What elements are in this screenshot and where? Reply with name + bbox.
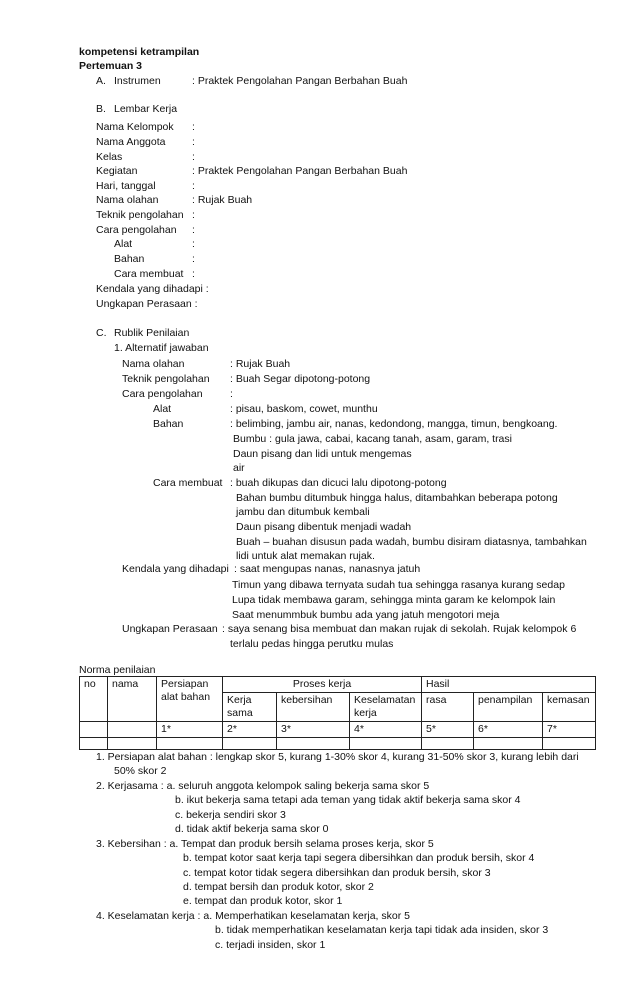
table-cell: 7* bbox=[543, 722, 596, 738]
criteria-line: c. tempat kotor tidak segera dibersihkan dan produk bersih, skor 3 bbox=[183, 867, 491, 879]
section-b-letter: B. bbox=[96, 103, 106, 115]
table-cell bbox=[422, 738, 474, 750]
table-cell bbox=[223, 738, 277, 750]
field-label: Hari, tanggal bbox=[96, 180, 156, 192]
header-text: Keselamatan bbox=[354, 694, 416, 706]
table-header-penampilan: penampilan bbox=[474, 693, 543, 722]
criteria-line: d. tidak aktif bekerja sama skor 0 bbox=[175, 823, 329, 835]
norma-table bbox=[79, 676, 596, 750]
field-value: : bbox=[192, 224, 195, 236]
table-cell bbox=[80, 722, 108, 738]
section-a-value: : Praktek Pengolahan Pangan Berbahan Buah bbox=[192, 75, 408, 87]
ungkapan-line: : saya senang bisa membuat dan makan rujak di sekolah. Rujak kelompok 6 bbox=[222, 623, 577, 635]
kendala-line: Lupa tidak membawa garam, sehingga minta garam ke kelompok lain bbox=[232, 594, 556, 606]
answer-label: Alat bbox=[153, 403, 172, 415]
meeting-title: Pertemuan 3 bbox=[79, 60, 143, 72]
cara-line: Bahan bumbu ditumbuk hingga halus, ditambahkan beberapa potong bbox=[236, 492, 558, 504]
field-value: : bbox=[192, 136, 195, 148]
cara-line: : buah dikupas dan dicuci lalu dipotong-potong bbox=[230, 477, 447, 489]
table-cell: 6* bbox=[474, 722, 543, 738]
field-value: : bbox=[192, 268, 195, 280]
cara-line: Daun pisang dibentuk menjadi wadah bbox=[236, 521, 412, 533]
answer-value: : Rujak Buah bbox=[230, 358, 291, 370]
table-row bbox=[80, 722, 596, 738]
table-header-kerjasama bbox=[223, 693, 277, 722]
ungkapan-label: Ungkapan Perasaan bbox=[122, 623, 218, 635]
answer-label: Cara pengolahan bbox=[122, 388, 203, 400]
table-header-kebersihan: kebersihan bbox=[277, 693, 350, 722]
ungkapan-line: terlalu pedas hingga perutku mulas bbox=[230, 638, 394, 650]
criteria-line: b. ikut bekerja sama tetapi ada teman yang tidak aktif bekerja sama skor 4 bbox=[175, 794, 521, 806]
table-cell: 2* bbox=[223, 722, 277, 738]
norma-title: Norma penilaian bbox=[79, 664, 156, 676]
criteria-line: d. tempat bersih dan produk kotor, skor 2 bbox=[183, 881, 374, 893]
header-text: sama bbox=[227, 707, 253, 719]
header-text: alat bahan bbox=[161, 691, 211, 703]
table-cell bbox=[277, 738, 350, 750]
header-text: Kerja bbox=[227, 694, 252, 706]
criteria-line: 4. Keselamatan kerja : a. Memperhatikan keselamatan kerja, skor 5 bbox=[96, 910, 410, 922]
table-cell: 3* bbox=[277, 722, 350, 738]
field-value: : bbox=[192, 253, 195, 265]
table-cell bbox=[474, 738, 543, 750]
field-value: : bbox=[192, 209, 195, 221]
field-label: Cara membuat bbox=[114, 268, 184, 280]
criteria-line: e. tempat dan produk kotor, skor 1 bbox=[183, 895, 343, 907]
section-c-letter: C. bbox=[96, 327, 107, 339]
section-c-label: Rublik Penilaian bbox=[114, 327, 190, 339]
field-label: Nama Kelompok bbox=[96, 121, 174, 133]
kendala-label: Kendala yang dihadapi bbox=[122, 563, 229, 575]
table-cell bbox=[80, 738, 108, 750]
table-header-keselamatan bbox=[350, 693, 422, 722]
table-cell: 5* bbox=[422, 722, 474, 738]
criteria-line: 1. Persiapan alat bahan : lengkap skor 5, kurang 1-30% skor 4, kurang 31-50% skor 3, kurang lebih dari bbox=[96, 751, 579, 763]
answer-label: Teknik pengolahan bbox=[122, 373, 210, 385]
bahan-line: Daun pisang dan lidi untuk mengemas bbox=[233, 448, 412, 460]
table-cell bbox=[108, 738, 157, 750]
field-label: Kelas bbox=[96, 151, 123, 163]
table-cell bbox=[108, 722, 157, 738]
answer-label: Nama olahan bbox=[122, 358, 185, 370]
header-text: Persiapan bbox=[161, 678, 209, 690]
field-label: Alat bbox=[114, 238, 133, 250]
criteria-line: 50% skor 2 bbox=[114, 765, 167, 777]
section-a-label: Instrumen bbox=[114, 75, 161, 87]
cara-line: Buah – buahan disusun pada wadah, bumbu disiram diatasnya, tambahkan bbox=[236, 536, 587, 548]
kendala-line: : saat mengupas nanas, nanasnya jatuh bbox=[234, 563, 421, 575]
criteria-line: 3. Kebersihan : a. Tempat dan produk bersih selama proses kerja, skor 5 bbox=[96, 838, 434, 850]
field-label: Bahan bbox=[114, 253, 145, 265]
ungkapan-field: Ungkapan Perasaan : bbox=[96, 298, 198, 310]
answer-value: : pisau, baskom, cowet, munthu bbox=[230, 403, 378, 415]
field-label: Cara pengolahan bbox=[96, 224, 177, 236]
bahan-line: air bbox=[233, 462, 245, 474]
field-value: : Rujak Buah bbox=[192, 194, 253, 206]
field-label: Teknik pengolahan bbox=[96, 209, 184, 221]
field-label: Nama olahan bbox=[96, 194, 159, 206]
table-cell bbox=[543, 738, 596, 750]
answer-value: : belimbing, jambu air, nanas, kedondong, mangga, timun, bengkoang. bbox=[230, 418, 558, 430]
table-cell: 4* bbox=[350, 722, 422, 738]
field-value: : bbox=[192, 121, 195, 133]
criteria-line: c. terjadi insiden, skor 1 bbox=[215, 939, 326, 951]
criteria-line: b. tidak memperhatikan keselamatan kerja tapi tidak ada insiden, skor 3 bbox=[215, 924, 549, 936]
table-header-proses: Proses kerja bbox=[223, 677, 422, 693]
table-header-nama: nama bbox=[108, 677, 157, 722]
section-b-label: Lembar Kerja bbox=[114, 103, 178, 115]
table-row bbox=[80, 677, 596, 693]
kendala-field: Kendala yang dihadapi : bbox=[96, 283, 209, 295]
criteria-line: 2. Kerjasama : a. seluruh anggota kelompok saling bekerja sama skor 5 bbox=[96, 780, 430, 792]
bahan-line: Bumbu : gula jawa, cabai, kacang tanah, asam, garam, trasi bbox=[233, 433, 512, 445]
table-header-persiapan bbox=[157, 677, 223, 722]
table-header-kemasan: kemasan bbox=[543, 693, 596, 722]
table-header-hasil: Hasil bbox=[422, 677, 596, 693]
field-label: Kegiatan bbox=[96, 165, 138, 177]
field-label: Nama Anggota bbox=[96, 136, 166, 148]
answer-value: : Buah Segar dipotong-potong bbox=[230, 373, 371, 385]
criteria-line: b. tempat kotor saat kerja tapi segera dibersihkan dan produk bersih, skor 4 bbox=[183, 852, 535, 864]
field-value: : Praktek Pengolahan Pangan Berbahan Buah bbox=[192, 165, 408, 177]
criteria-line: c. bekerja sendiri skor 3 bbox=[175, 809, 286, 821]
header-text: kerja bbox=[354, 707, 377, 719]
field-value: : bbox=[192, 151, 195, 163]
kendala-line: Saat menummbuk bumbu ada yang jatuh mengotori meja bbox=[232, 609, 500, 621]
table-header-no: no bbox=[80, 677, 108, 722]
kendala-line: Timun yang dibawa ternyata sudah tua sehingga rasanya kurang sedap bbox=[232, 579, 565, 591]
section-a-letter: A. bbox=[96, 75, 106, 87]
answer-label: Bahan bbox=[153, 418, 184, 430]
table-cell bbox=[350, 738, 422, 750]
cara-label: Cara membuat bbox=[153, 477, 223, 489]
table-row bbox=[80, 738, 596, 750]
alternatif-heading: 1. Alternatif jawaban bbox=[114, 342, 209, 354]
cara-line: jambu dan ditumbuk kembali bbox=[236, 506, 370, 518]
answer-value: : bbox=[230, 388, 233, 400]
table-cell: 1* bbox=[157, 722, 223, 738]
field-value: : bbox=[192, 238, 195, 250]
cara-line: lidi untuk alat memakan rujak. bbox=[236, 550, 375, 562]
table-cell bbox=[157, 738, 223, 750]
field-value: : bbox=[192, 180, 195, 192]
table-header-rasa: rasa bbox=[422, 693, 474, 722]
document-heading: kompetensi ketrampilan bbox=[79, 46, 200, 58]
